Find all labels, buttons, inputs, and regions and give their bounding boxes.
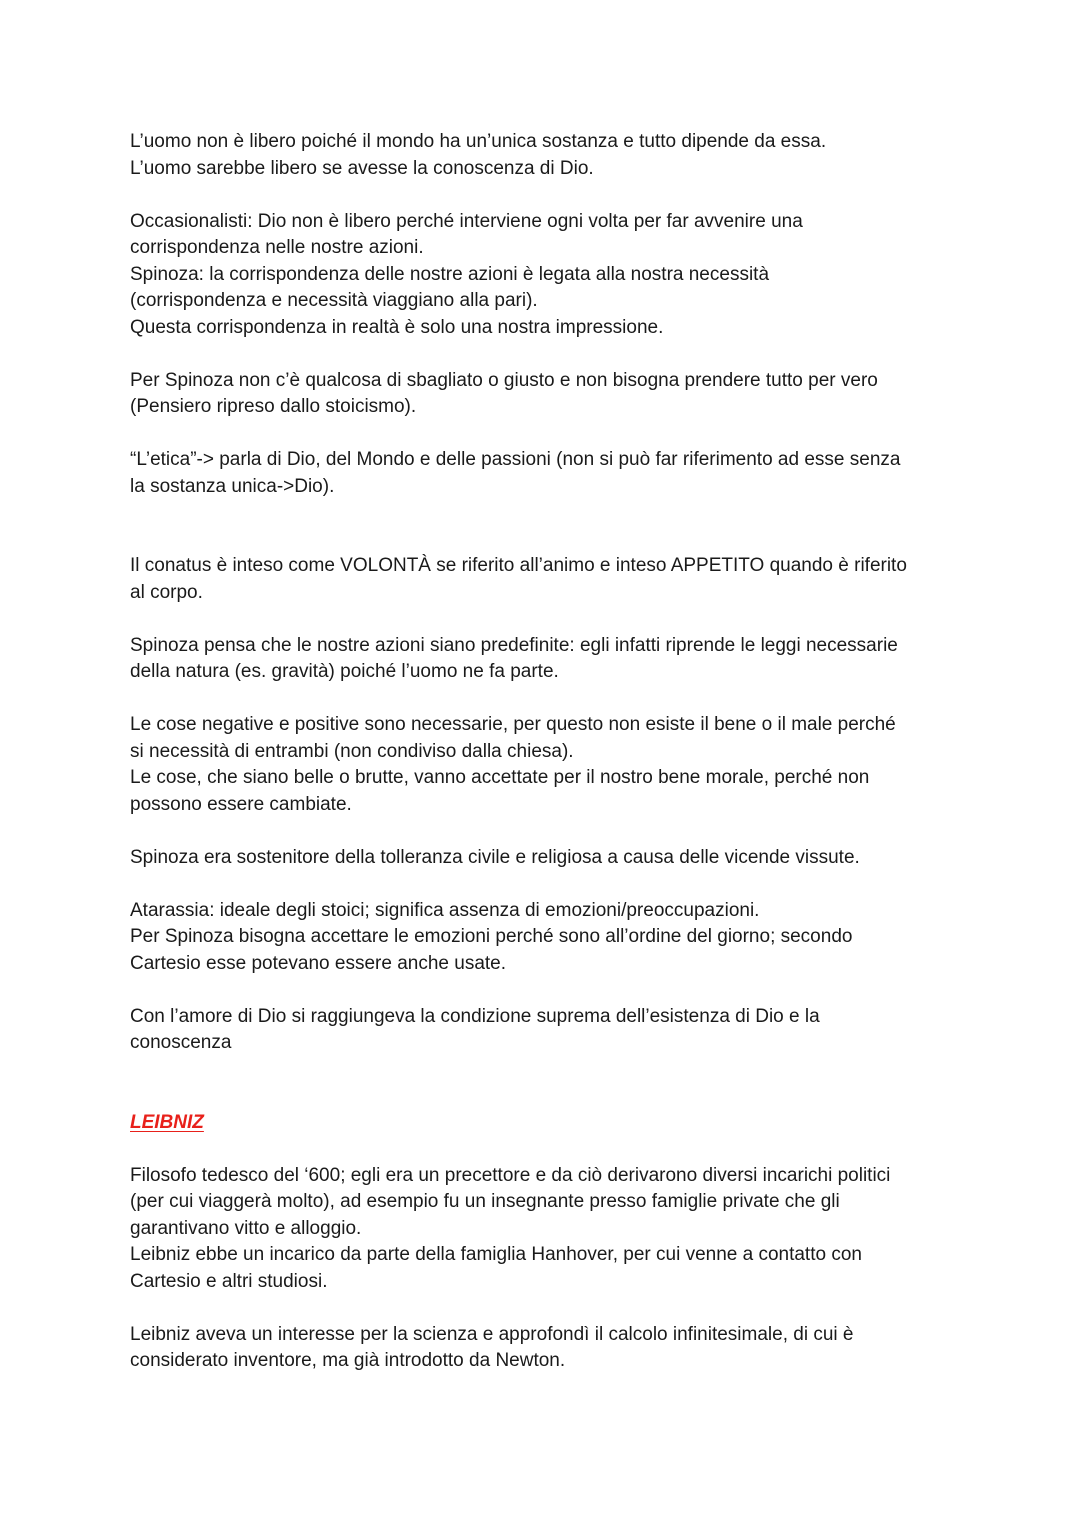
document-page xyxy=(130,129,960,1375)
paragraph-spacer xyxy=(130,606,960,633)
text-line: si necessità di entrambi (non condiviso dalla chiesa). xyxy=(130,740,574,762)
text-line: (corrispondenza e necessità viaggiano alla pari). xyxy=(130,290,538,311)
paragraph-azioni-predefinite xyxy=(130,633,960,686)
text-line: Le cose, che siano belle o brutte, vanno accettate per il nostro bene morale, perché non xyxy=(130,767,870,788)
text-line: della natura (es. gravità) poiché l’uomo ne fa parte. xyxy=(130,661,559,682)
section-heading-row xyxy=(130,1110,960,1137)
text-line: Cartesio esse potevano essere anche usate. xyxy=(130,952,507,974)
text-line: Leibniz aveva un interesse per la scienza e approfondì il calcolo infinitesimale, di cui è xyxy=(130,1323,854,1345)
paragraph-spacer xyxy=(130,341,960,368)
paragraph-spacer xyxy=(130,1057,960,1110)
text-line: Per Spinoza non c’è qualcosa di sbagliato o giusto e non bisogna prendere tutto per vero xyxy=(130,369,878,391)
text-line: Leibniz ebbe un incarico da parte della famiglia Hanhover, per cui venne a contatto con xyxy=(130,1244,862,1265)
paragraph-spacer xyxy=(130,500,960,553)
text-line: Con l’amore di Dio si raggiungeva la condizione suprema dell’esistenza di Dio e la xyxy=(130,1005,820,1027)
text-line: corrispondenza nelle nostre azioni. xyxy=(130,237,424,258)
text-line: Occasionalisti: Dio non è libero perché interviene ogni volta per far avvenire una xyxy=(130,210,803,232)
text-line: conoscenza xyxy=(130,1032,232,1053)
paragraph-spacer xyxy=(130,1136,960,1163)
paragraph-atarassia xyxy=(130,898,960,978)
text-line: considerato inventore, ma già introdotto da Newton. xyxy=(130,1350,566,1371)
paragraph-liberta-uomo xyxy=(130,129,960,182)
paragraph-spacer xyxy=(130,686,960,713)
text-line: garantivano vitto e alloggio. xyxy=(130,1217,362,1239)
paragraph-spacer xyxy=(130,1295,960,1322)
text-line: Questa corrispondenza in realtà è solo una nostra impressione. xyxy=(130,316,664,338)
text-line: Per Spinoza bisogna accettare le emozioni perché sono all’ordine del giorno; secondo xyxy=(130,926,853,947)
text-line: possono essere cambiate. xyxy=(130,793,352,815)
paragraph-amore-dio xyxy=(130,1004,960,1057)
text-line: Spinoza era sostenitore della tolleranza civile e religiosa a causa delle vicende vissute. xyxy=(130,846,860,868)
text-line: (Pensiero ripreso dallo stoicismo). xyxy=(130,396,417,417)
section-heading-leibniz: LEIBNIZ xyxy=(130,1111,204,1133)
paragraph-conatus xyxy=(130,553,960,606)
text-line: Le cose negative e positive sono necessarie, per questo non esiste il bene o il male perché xyxy=(130,714,896,735)
text-line: Filosofo tedesco del ‘600; egli era un precettore e da ciò derivarono diversi incarichi politici xyxy=(130,1164,891,1186)
paragraph-spacer xyxy=(130,977,960,1004)
text-line: (per cui viaggerà molto), ad esempio fu un insegnante presso famiglie private che gli xyxy=(130,1191,840,1212)
text-line: Atarassia: ideale degli stoici; significa assenza di emozioni/preoccupazioni. xyxy=(130,899,760,921)
text-line: la sostanza unica->Dio). xyxy=(130,475,335,497)
text-line: L’uomo sarebbe libero se avesse la conoscenza di Dio. xyxy=(130,157,594,179)
paragraph-giusto-sbagliato xyxy=(130,368,960,421)
text-line: Cartesio e altri studiosi. xyxy=(130,1270,328,1292)
text-line: Spinoza pensa che le nostre azioni siano predefinite: egli infatti riprende le leggi necessarie xyxy=(130,634,898,656)
paragraph-spacer xyxy=(130,421,960,448)
paragraph-etica xyxy=(130,447,960,500)
paragraph-spacer xyxy=(130,818,960,845)
text-line: al corpo. xyxy=(130,581,203,603)
paragraph-tolleranza xyxy=(130,845,960,872)
paragraph-bene-male xyxy=(130,712,960,818)
paragraph-occasionalisti xyxy=(130,209,960,342)
text-line: Il conatus è inteso come VOLONTÀ se riferito all’animo e inteso APPETITO quando è riferito xyxy=(130,555,907,576)
paragraph-leibniz-biografia xyxy=(130,1163,960,1296)
text-line: L’uomo non è libero poiché il mondo ha un’unica sostanza e tutto dipende da essa. xyxy=(130,131,827,152)
paragraph-spacer xyxy=(130,871,960,898)
paragraph-spacer xyxy=(130,182,960,209)
text-line: Spinoza: la corrispondenza delle nostre azioni è legata alla nostra necessità xyxy=(130,263,770,285)
paragraph-leibniz-scienza xyxy=(130,1322,960,1375)
text-line: “L’etica”-> parla di Dio, del Mondo e delle passioni (non si può far riferimento ad esse senza xyxy=(130,449,901,470)
